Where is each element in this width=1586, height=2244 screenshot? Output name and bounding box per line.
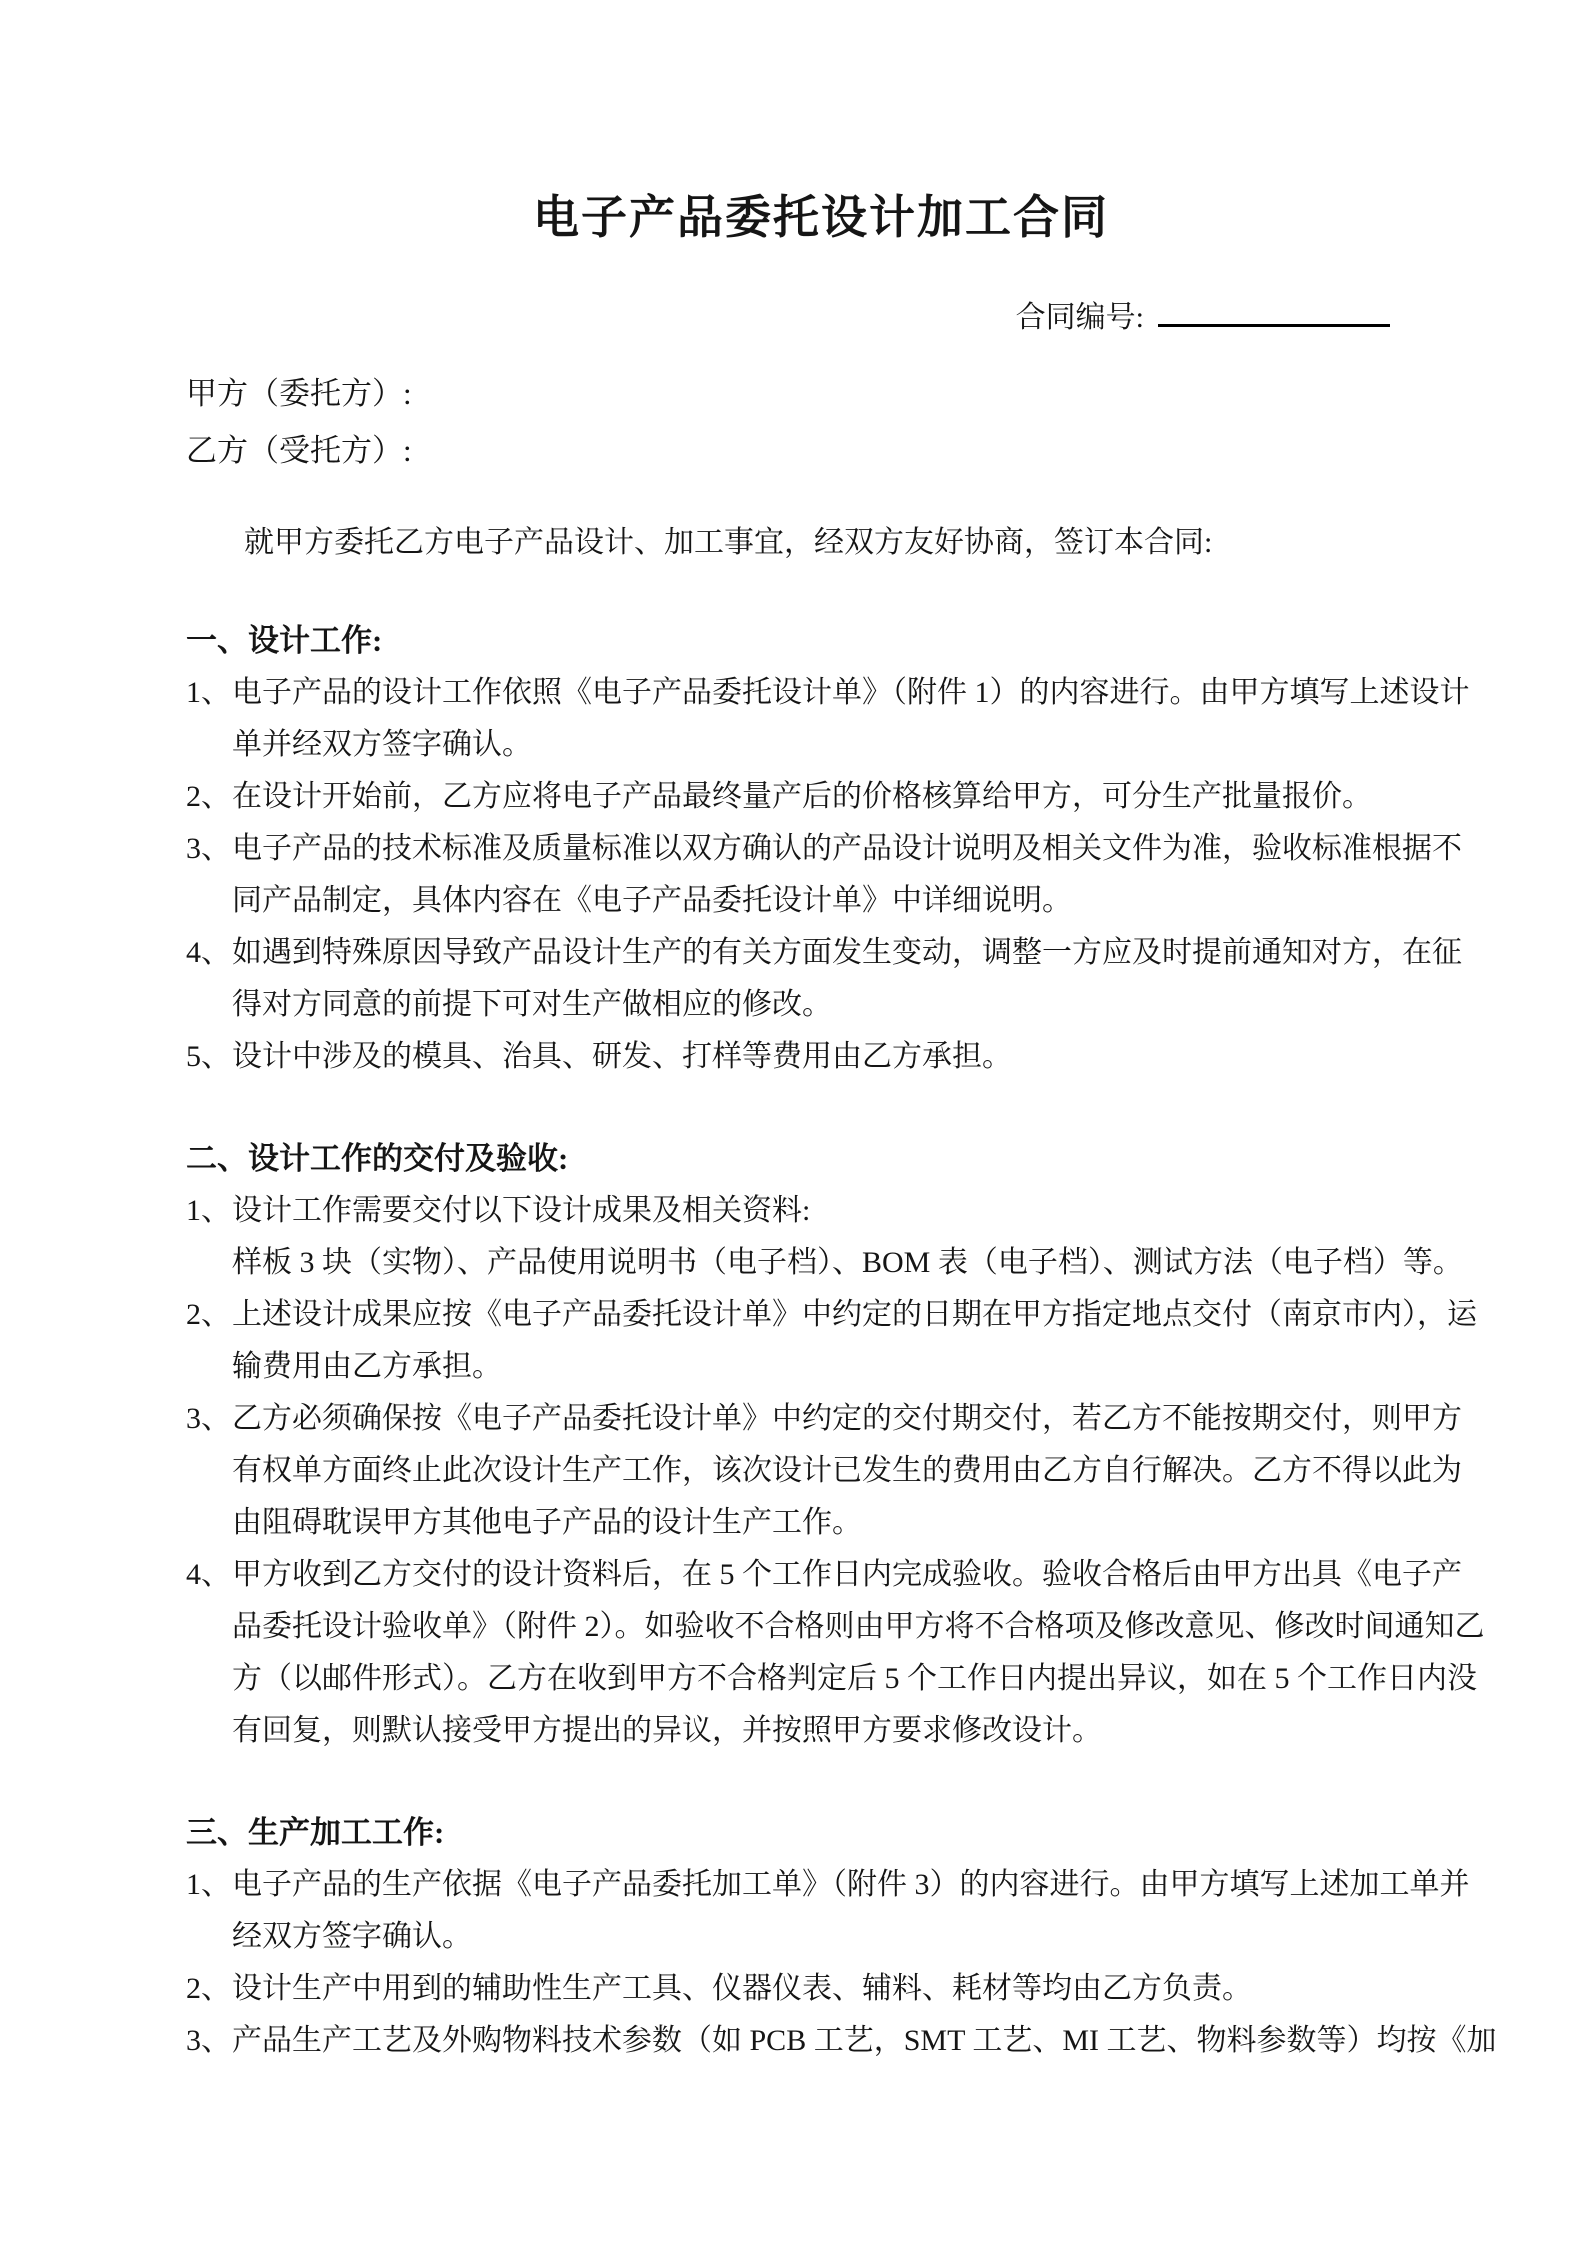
list-item-line: 样板 3 块（实物）、产品使用说明书（电子档）、BOM 表（电子档）、测试方法（电子档）等。 xyxy=(232,1246,1463,1279)
list-item xyxy=(186,823,1462,927)
list-item-number: 2、 xyxy=(186,1298,231,1331)
list-item xyxy=(186,1185,1463,1289)
list-item-number: 1、 xyxy=(186,1194,231,1227)
intro-paragraph: 就甲方委托乙方电子产品设计、加工事宜，经双方友好协商，签订本合同: xyxy=(244,526,1213,559)
list-item-line: 得对方同意的前提下可对生产做相应的修改。 xyxy=(232,988,832,1021)
list-item-number: 4、 xyxy=(186,1558,231,1591)
list-item-line: 同产品制定，具体内容在《电子产品委托设计单》中详细说明。 xyxy=(232,884,1072,917)
list-item-number: 2、 xyxy=(186,780,231,813)
list-item xyxy=(186,927,1462,1031)
section-delivery-acceptance xyxy=(186,1133,1485,1757)
list-item-number: 5、 xyxy=(186,1040,231,1073)
list-item-line: 经双方签字确认。 xyxy=(232,1920,472,1953)
list-item-number: 3、 xyxy=(186,2024,231,2057)
contract-number-blank xyxy=(1158,294,1390,327)
list-item-line: 品委托设计验收单》（附件 2）。如验收不合格则由甲方将不合格项及修改意见、修改时间通知乙 xyxy=(232,1610,1485,1643)
list-item-line: 上述设计成果应按《电子产品委托设计单》中约定的日期在甲方指定地点交付（南京市内），运 xyxy=(232,1298,1477,1331)
list-item xyxy=(186,1031,1456,1083)
list-item-line: 乙方必须确保按《电子产品委托设计单》中约定的交付期交付，若乙方不能按期交付，则甲方 xyxy=(232,1402,1462,1435)
section-heading: 三、生产加工工作: xyxy=(186,1815,445,1850)
section-heading: 一、设计工作: xyxy=(186,623,383,658)
contract-number-line xyxy=(186,294,1456,339)
list-item-number: 2、 xyxy=(186,1972,231,2005)
list-item-number: 3、 xyxy=(186,832,231,865)
section-heading: 二、设计工作的交付及验收: xyxy=(186,1141,569,1176)
list-item-line: 有回复，则默认接受甲方提出的异议，并按照甲方要求修改设计。 xyxy=(232,1714,1102,1747)
list-item-line: 输费用由乙方承担。 xyxy=(232,1350,502,1383)
list-item-line: 由阻碍耽误甲方其他电子产品的设计生产工作。 xyxy=(232,1506,862,1539)
page-title: 电子产品委托设计加工合同 xyxy=(533,192,1109,243)
list-item-number: 3、 xyxy=(186,1402,231,1435)
list-item-line: 设计中涉及的模具、治具、研发、打样等费用由乙方承担。 xyxy=(232,1040,1012,1073)
contract-number-label: 合同编号: xyxy=(1015,301,1144,334)
list-item-line: 甲方收到乙方交付的设计资料后，在 5 个工作日内完成验收。验收合格后由甲方出具《电子产 xyxy=(232,1558,1462,1591)
list-item xyxy=(186,1859,1470,1963)
list-item-line: 单并经双方签字确认。 xyxy=(232,728,532,761)
list-item-line: 电子产品的设计工作依照《电子产品委托设计单》（附件 1）的内容进行。由甲方填写上述设计 xyxy=(232,676,1470,709)
list-item xyxy=(186,1393,1462,1549)
party-a-line: 甲方（委托方）: xyxy=(186,376,412,411)
list-item-line: 产品生产工艺及外购物料技术参数（如 PCB 工艺，SMT 工艺、MI 工艺、物料参数等）均按《加 xyxy=(232,2024,1497,2057)
party-b-line: 乙方（受托方）: xyxy=(186,433,412,468)
list-item-line: 设计生产中用到的辅助性生产工具、仪器仪表、辅料、耗材等均由乙方负责。 xyxy=(232,1972,1252,2005)
section-production-work xyxy=(186,1807,1497,2067)
list-item-line: 有权单方面终止此次设计生产工作，该次设计已发生的费用由乙方自行解决。乙方不得以此为 xyxy=(232,1454,1462,1487)
list-item-line: 电子产品的技术标准及质量标准以双方确认的产品设计说明及相关文件为准，验收标准根据不 xyxy=(232,832,1462,865)
list-item-number: 1、 xyxy=(186,676,231,709)
list-item xyxy=(186,1289,1477,1393)
list-item-line: 方（以邮件形式）。乙方在收到甲方不合格判定后 5 个工作日内提出异议，如在 5 个工作日内没 xyxy=(232,1662,1477,1695)
parties-block xyxy=(186,365,1456,479)
list-item xyxy=(186,1549,1485,1757)
list-item xyxy=(186,667,1470,771)
list-item-line: 在设计开始前，乙方应将电子产品最终量产后的价格核算给甲方，可分生产批量报价。 xyxy=(232,780,1372,813)
list-item-number: 4、 xyxy=(186,936,231,969)
list-item xyxy=(186,771,1456,823)
list-item-number: 1、 xyxy=(186,1868,231,1901)
list-item xyxy=(186,2015,1497,2067)
list-item xyxy=(186,1963,1456,2015)
list-item-line: 如遇到特殊原因导致产品设计生产的有关方面发生变动，调整一方应及时提前通知对方，在征 xyxy=(232,936,1462,969)
list-item-line: 设计工作需要交付以下设计成果及相关资料: xyxy=(232,1194,811,1227)
list-item-line: 电子产品的生产依据《电子产品委托加工单》（附件 3）的内容进行。由甲方填写上述加工单并 xyxy=(232,1868,1470,1901)
section-design-work xyxy=(186,615,1470,1083)
